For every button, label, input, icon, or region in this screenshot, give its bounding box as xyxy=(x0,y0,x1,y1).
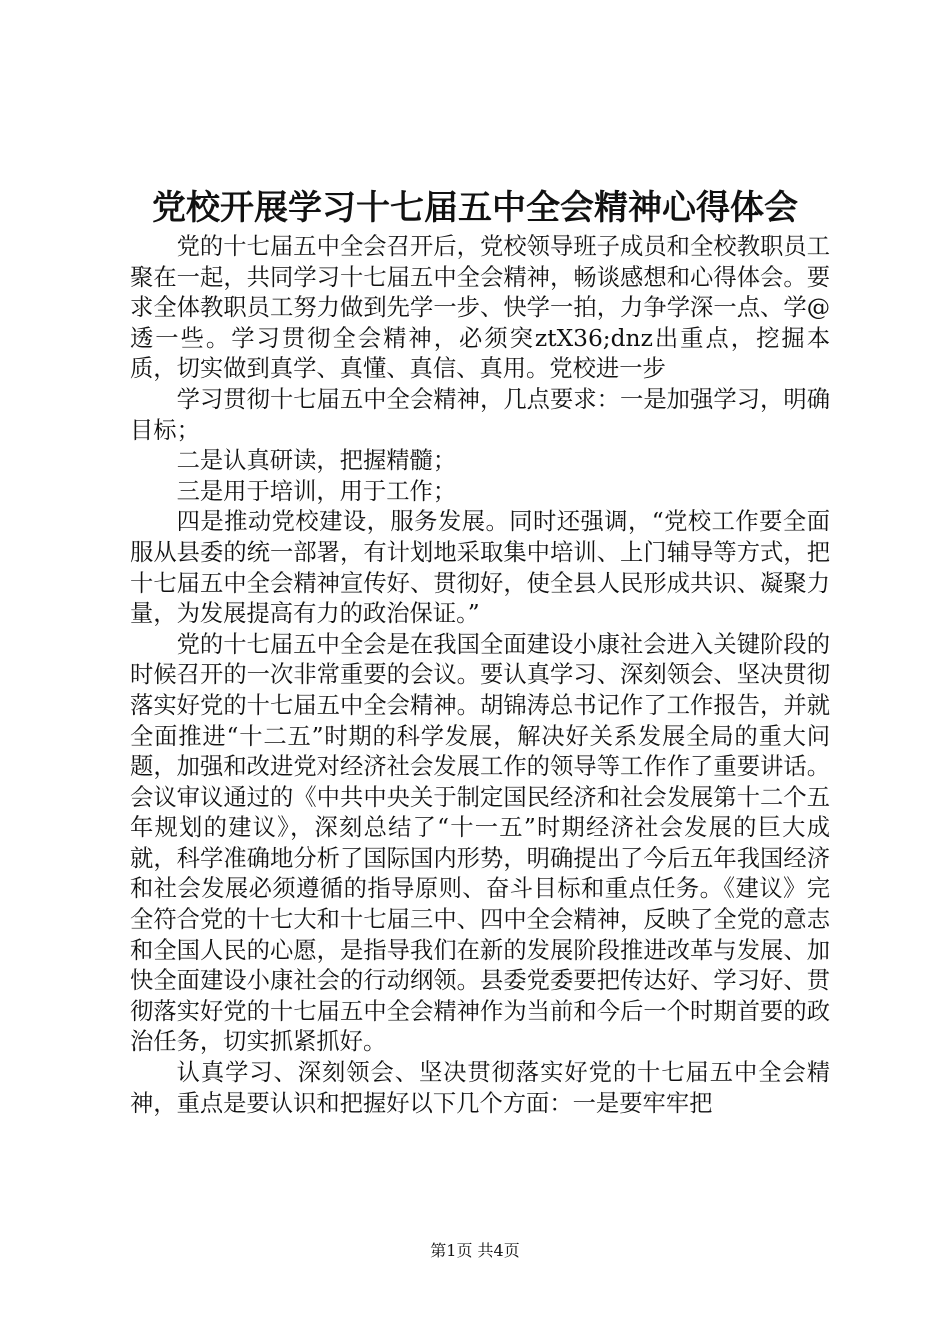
paragraph: 学习贯彻十七届五中全会精神，几点要求：一是加强学习，明确目标； xyxy=(130,385,830,444)
paragraph: 认真学习、深刻领会、坚决贯彻落实好党的十七届五中全会精神，重点是要认识和把握好以下几个方面：一是要牢牢把 xyxy=(130,1059,830,1117)
document-body xyxy=(130,232,830,1119)
document-title: 党校开展学习十七届五中全会精神心得体会 xyxy=(152,188,798,228)
paragraph: 党的十七届五中全会是在我国全面建设小康社会进入关键阶段的时候召开的一次非常重要的会议。要认真学习、深刻领会、坚决贯彻落实好党的十七届五中全会精神。胡锦涛总书记作了工作报告，并就全面推进“十二五”时期的科学发展，解决好关系发展全局的重大问题，加强和改进党对经济社会发展工作的领导等工作作了重要讲话。会议审议通过的《中共中央关于制定国民经济和社会发展第十二个五年规划的建议》，深刻总结了“十一五”时期经济社会发展的巨大成就，科学准确地分析了国际国内形势，明确提出了今后五年我国经济和社会发展必须遵循的指导原则、奋斗目标和重点任务。《建议》完全符合党的十七大和十七届三中、四中全会精神，反映了全党的意志和全国人民的心愿，是指导我们在新的发展阶段推进改革与发展、加快全面建设小康社会的行动纲领。县委党委要把传达好、学习好、贯彻落实好党的十七届五中全会精神作为当前和今后一个时期首要的政治任务，切实抓紧抓好。 xyxy=(130,630,830,1056)
paragraph: 二是认真研读，把握精髓； xyxy=(176,447,457,475)
page-number-footer: 第1页 共4页 xyxy=(430,1241,520,1260)
paragraph: 四是推动党校建设，服务发展。同时还强调，“党校工作要全面服从县委的统一部署，有计划地采取集中培训、上门辅导等方式，把十七届五中全会精神宣传好、贯彻好，使全县人民形成共识、凝聚力量，为发展提高有力的政治保证。” xyxy=(130,508,830,628)
paragraph: 党的十七届五中全会召开后，党校领导班子成员和全校教职员工聚在一起，共同学习十七届五中全会精神，畅谈感想和心得体会。要求全体教职员工努力做到先学一步、快学一拍，力争学深一点、学@透一些。学习贯彻全会精神，必须突ztX36;dnz出重点，挖掘本质，切实做到真学、真懂、真信、真用。党校进一步 xyxy=(130,233,830,383)
paragraph: 三是用于培训，用于工作； xyxy=(176,477,457,505)
